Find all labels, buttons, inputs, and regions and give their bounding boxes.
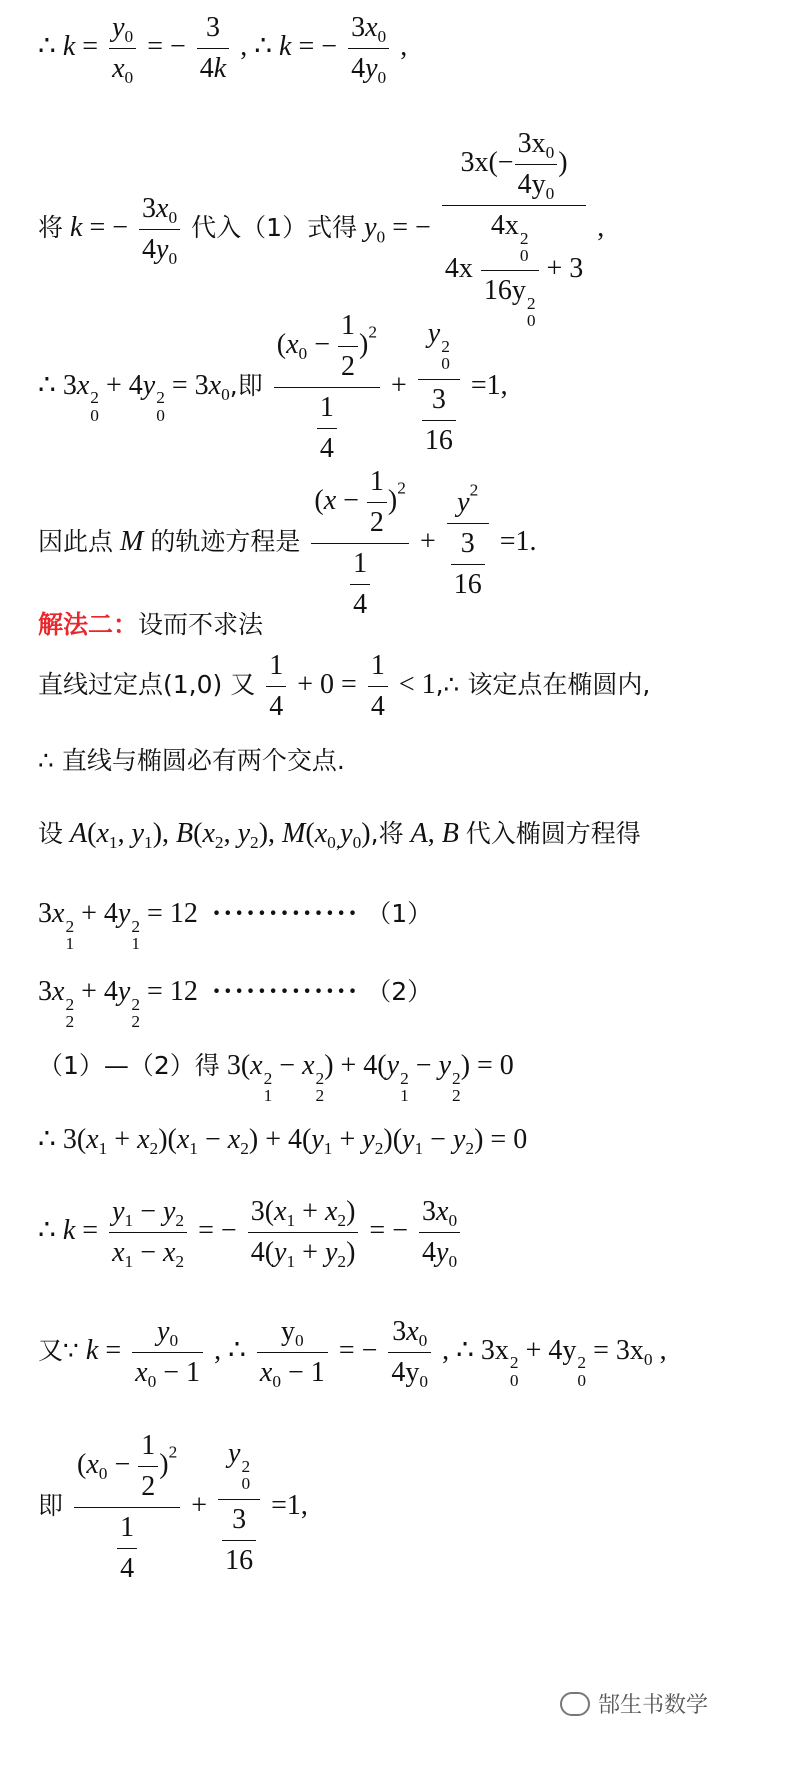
text-fixed-point: 直线过定点(1,0) 又 <box>38 669 256 699</box>
text-comma-jiang: ,将 <box>370 819 404 848</box>
text-ji: 即 <box>38 1490 64 1520</box>
equation-slope-equality: 又∵ k = $\frac{y_0}{x_0 - 1}$ , ∴ $\frac{y_0}{x_0 - 1}$ = − $\frac{3x_0}{4y_0}$ , ∴ 3x 2 0 + 4y 2 0 = $3x_0$ , <box>38 1316 667 1392</box>
wechat-icon <box>560 1692 590 1716</box>
text-ji: ,即 <box>229 370 263 400</box>
punctuation: , <box>597 212 605 244</box>
text-also-because: 又∵ <box>38 1335 79 1365</box>
two-intersections-line <box>38 748 345 773</box>
punctuation: , <box>400 30 408 62</box>
equation-locus-result: 因此点 M 的轨迹方程是 (x − $\frac{1}{2}$ )$^2$ $\frac{1}{4}$ + $\frac{y^2}{\frac{3}{16}}$ =1. <box>38 466 537 620</box>
text-let: 设 <box>38 819 64 848</box>
equation-tag-1: （1） <box>366 899 433 928</box>
equation-tag-2: （2） <box>366 977 433 1006</box>
equation-substitution: 将 k = − $\frac{3x_0}{4y_0}$ 代入（1）式得 $y_0$ = − 3x(− $\frac{3x_0}{4y_0}$ ) 4x 4x 2 0 16y 2 0 + 3 , <box>38 128 605 331</box>
fixed-point-line: 直线过定点(1,0) 又 $\frac{1}{4}$ + 0 = $\frac{1}{4}$ < 1,∴ 该定点在椭圆内, <box>38 650 651 722</box>
equation-2: 3x 2 2 + 4y 2 2 = 12 ············· （2） <box>38 976 433 1031</box>
text-therefore-point: 因此点 <box>38 526 114 556</box>
equation-slope-relation: ∴ k = $\frac{y_0}{x_0}$ = − $\frac{3}{4k}$ , ∴ k = − $\frac{3x_0}{4y_0}$ , <box>38 12 408 88</box>
equation-difference: （1）—（2）得 3(x 2 1 − x 2 2 ) + 4(y 2 1 − y 2 2 ) = 0 <box>38 1050 514 1105</box>
equation-factored: ∴ $3(x_1 + x_2)(x_1 - x_2) + 4(y_1 + y_2)(y_1 - y_2) = 0$ <box>38 1124 528 1159</box>
watermark-text: 郜生书数学 <box>598 1693 709 1718</box>
method-heading <box>38 612 263 637</box>
text-jiang: 将 <box>38 213 64 243</box>
text-substitute: 代入（1）式得 <box>191 213 358 243</box>
points-definition-line: 设 $A(x_1$, $y_1$), $B(x_2$, $y_2$), $M(x_{0,}y_0)$,将 A, B 代入椭圆方程得 <box>38 818 641 853</box>
method-name: 设而不求法 <box>138 610 264 639</box>
text-two-intersections: ∴ 直线与椭圆必有两个交点. <box>38 746 345 775</box>
equals-one: =1, <box>470 369 508 401</box>
equation-final: 即 ($x_0$ − $\frac{1}{2}$ )$^2$ $\frac{1}{4}$ + y 2 0 $\frac{3}{16}$ =1, <box>38 1430 308 1584</box>
text-inside-ellipse: ,∴ 该定点在椭圆内, <box>435 669 651 699</box>
equals-one: =1, <box>271 1489 308 1521</box>
text-substitute-ellipse: 代入椭圆方程得 <box>465 819 641 848</box>
equals-one: =1. <box>499 525 537 557</box>
equation-ellipse-locus: ∴ 3x 2 0 + 4y 2 0 = $3x_0$,即 ($x_0$ − $\frac{1}{2}$ )$^2$ $\frac{1}{4}$ + y 2 0 $\frac{3}{16}$ =1, <box>38 310 508 464</box>
equation-slope-chord: ∴ k = $\frac{y_1 - y_2}{x_1 - x_2}$ = − $\frac{3(x_1 + x_2)}{4(y_1 + y_2)}$ = − $\frac{3x_0}{4y_0}$ <box>38 1198 464 1267</box>
text-locus-equation: 的轨迹方程是 <box>150 526 301 556</box>
text-subtract: （1）—（2）得 <box>38 1051 220 1080</box>
method-label: 解法二： <box>38 610 139 639</box>
equation-1: 3x 2 1 + 4y 2 1 = 12 ············· （1） <box>38 898 433 953</box>
watermark <box>560 1688 708 1719</box>
